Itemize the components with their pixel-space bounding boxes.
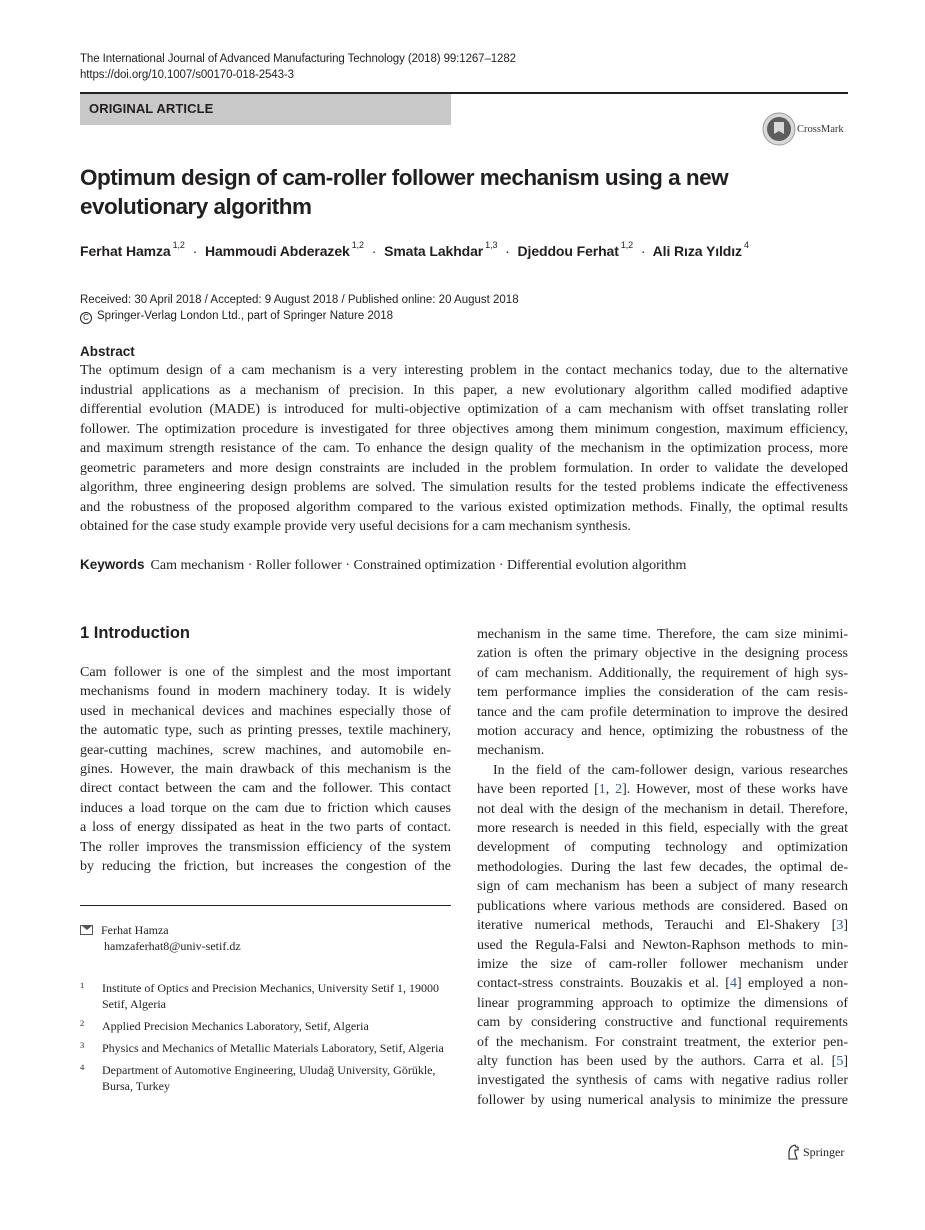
journal-header [80,51,516,83]
affiliation-text: Department of Automotive Engineering, Uludağ University, Görükle, Bursa, Turkey [102,1063,436,1093]
body-line-with-refs: iterative numerical methods, Terauchi and El-Shakery [3] [477,918,848,934]
author-separator: · [192,243,198,259]
affiliation-item [80,1040,451,1056]
body-line: The roller improves the transmission efficiency of the system [80,839,451,855]
body-line: sign of cam mechanism has been a subject of many research [477,879,848,895]
body-column-right [477,625,848,1110]
body-line: tem performance implies the consideration of the cam resis- [477,685,848,701]
body-line: mechanisms found in modern machinery today. It is widely [80,684,451,700]
correspondence [80,922,241,954]
keywords-heading: Keywords [80,557,145,572]
keywords [80,557,686,574]
author-affiliation: 1,2 [172,240,185,251]
author-separator: · [640,243,646,259]
corresponding-email[interactable]: hamzaferhat8@univ-setif.dz [104,939,241,953]
affiliation-number: 1 [80,980,85,990]
abstract-line: and the robustness of the proposed algorithm compared to the various existed optimization methods. Finally, the optimal results [80,499,848,515]
abstract-text [80,361,848,537]
body-column-left [80,663,451,876]
abstract-line: follower. The optimization procedure is investigated for three objectives among them minimum congestion, maximum efficiency, [80,421,848,437]
body-line: methodologies. During the last few decades, the optimal de- [477,859,848,875]
affiliation-item [80,980,451,1012]
body-line: direct contact between the cam and the follower. This contact [80,781,451,797]
dates-line: Received: 30 April 2018 / Accepted: 9 August 2018 / Published online: 20 August 2018 [80,294,519,306]
body-line: used in mechanical devices and machines especially those of [80,703,451,719]
reference-link[interactable]: 1 [598,782,606,798]
body-line: by reducing the friction, but increases the congestion of the [80,859,451,875]
affiliation-list [80,980,451,1100]
author-name[interactable]: Smata Lakhdar [384,243,484,259]
abstract-line: The optimum design of a cam mechanism is a very interesting problem in the contact mechanics today, due to the alternative [80,363,848,378]
abstract-line: and maximum strength resistance of the cam. To enhance the design quality of the mechanism in the optimization process, more [80,441,848,456]
publisher-name: Springer [803,1144,845,1159]
affiliation-text: Applied Precision Mechanics Laboratory, Setif, Algeria [102,1019,369,1033]
body-line-with-refs: have been reported [1, 2]. However, most of these works have [477,782,848,798]
body-line: tance and the cam profile determination to improve the desired [477,704,848,720]
footnote-rule [80,905,451,906]
body-line: more research is needed in this field, especially with the great [477,821,848,837]
body-line: publications where various methods are considered. Based on [477,898,848,914]
affiliation-number: 3 [80,1040,85,1050]
article-type-label: ORIGINAL ARTICLE [89,101,214,116]
paper-title [80,163,780,221]
reference-link[interactable]: 4 [729,976,737,992]
body-line: mechanism in the same time. Therefore, the cam size minimi- [477,627,848,642]
author-name[interactable]: Hammoudi Abderazek [204,243,350,259]
affiliation-number: 4 [80,1062,85,1072]
envelope-icon [80,925,93,935]
keywords-text: Cam mechanism · Roller follower · Constrained optimization · Differential evolution algorithm [150,558,687,573]
affiliation-number: 2 [80,1018,85,1028]
author-name[interactable]: Ferhat Hamza [80,243,171,259]
reference-link[interactable]: 3 [836,918,844,934]
body-line: In the field of the cam-follower design, various researches [493,762,848,778]
body-line: of the mechanism. For constraint treatment, the exterior pen- [477,1034,848,1050]
body-line: used the Regula-Falsi and Newton-Raphson methods to min- [477,937,848,953]
author-affiliation: 1,3 [485,240,498,251]
affiliation-item [80,1018,451,1034]
body-line: Cam follower is one of the simplest and the most important [80,665,451,680]
publisher-logo [786,1144,844,1160]
springer-horse-icon [786,1144,800,1160]
abstract-line: industrial applications as a mechanism of precision. In this paper, a new evolutionary algorithm called modified adaptive [80,382,848,398]
reference-link[interactable]: 5 [836,1053,844,1069]
affiliation-text: Physics and Mechanics of Metallic Materials Laboratory, Setif, Algeria [102,1041,444,1055]
author-list [80,240,749,259]
journal-citation: The International Journal of Advanced Manufacturing Technology (2018) 99:1267–1282 [80,53,516,65]
abstract-line: obtained for the case study example provide very useful decisions for a cam mechanism synthesis. [80,519,631,534]
body-line: of cam mechanism. Additionally, the requirement of high sys- [477,665,848,681]
body-line: induces a load torque on the cam due to friction which causes [80,800,451,816]
body-line: linear programming approach to optimize the dimensions of [477,995,848,1011]
author-affiliation: 1,2 [620,240,634,251]
body-line: gear-cutting machines, screw machines, and automobile en- [80,742,451,758]
copyright-text: Springer-Verlag London Ltd., part of Springer Nature 2018 [97,310,393,322]
body-line: the automatic type, such as printing presses, textile machinery, [80,723,451,739]
body-line: cam by considering constructive and functional requirements [477,1015,848,1031]
author-name[interactable]: Djeddou Ferhat [517,243,619,259]
doi-link[interactable]: https://doi.org/10.1007/s00170-018-2543-3 [80,69,294,81]
abstract-line: differential evolution (MADE) is introduced for multi-objective optimization of a cam mechanism with offset translating roller [80,402,848,417]
body-line: gines. However, the main drawback of this mechanism is the [80,762,451,778]
section-heading: 1 Introduction [80,624,190,642]
body-line-with-refs: alty function has been used by the authors. Carra et al. [5] [477,1053,848,1069]
body-line: zation is often the primary objective in the designing process [477,646,848,662]
body-line: follower by using numerical analysis to minimize the pressure [477,1092,848,1108]
abstract-heading: Abstract [80,344,135,359]
publication-dates [80,292,519,324]
crossmark-label: CrossMark [797,123,844,135]
body-line: investigated the synthesis of cams with negative radius roller [477,1073,848,1089]
author-affiliation: 4 [743,240,749,251]
affiliation-item [80,1062,451,1094]
author-name[interactable]: Ali Rıza Yıldız [652,243,742,259]
abstract-line: geometric parameters and more design constraints are included in the problem formulation. In order to validate the developed [80,460,848,476]
body-line: not deal with the design of the mechanism in detail. Therefore, [477,801,848,817]
body-line: imize the size of cam-roller follower mechanism under [477,956,848,972]
author-separator: · [505,243,510,259]
abstract-line: algorithm, three engineering design problems are solved. The simulation results for the tested problems indicate the effectiveness [80,480,848,495]
title-line: Optimum design of cam-roller follower mechanism using a new [80,165,729,190]
body-line: mechanism. [477,743,545,759]
crossmark-badge[interactable] [762,112,844,146]
body-line: motion accuracy and hence, optimizing the robustness of the [477,724,848,740]
title-line: evolutionary algorithm [80,194,312,219]
body-line: development of computing technology and optimization [477,840,848,856]
reference-link[interactable]: 2 [615,782,623,798]
author-affiliation: 1,2 [351,240,364,251]
copyright-icon: C [80,312,92,324]
author-separator: · [371,243,377,259]
affiliation-text: Institute of Optics and Precision Mechanics, University Setif 1, 19000 Setif, Algeria [102,981,439,1011]
body-line-with-refs: contact-stress constraints. Bouzakis et al. [4] employed a non- [477,976,848,992]
crossmark-icon [762,112,796,146]
body-line: a loss of energy dissipated as heat in the two parts of contact. [80,820,451,836]
copyright-line [80,308,519,324]
corresponding-author: Ferhat Hamza [101,923,169,937]
